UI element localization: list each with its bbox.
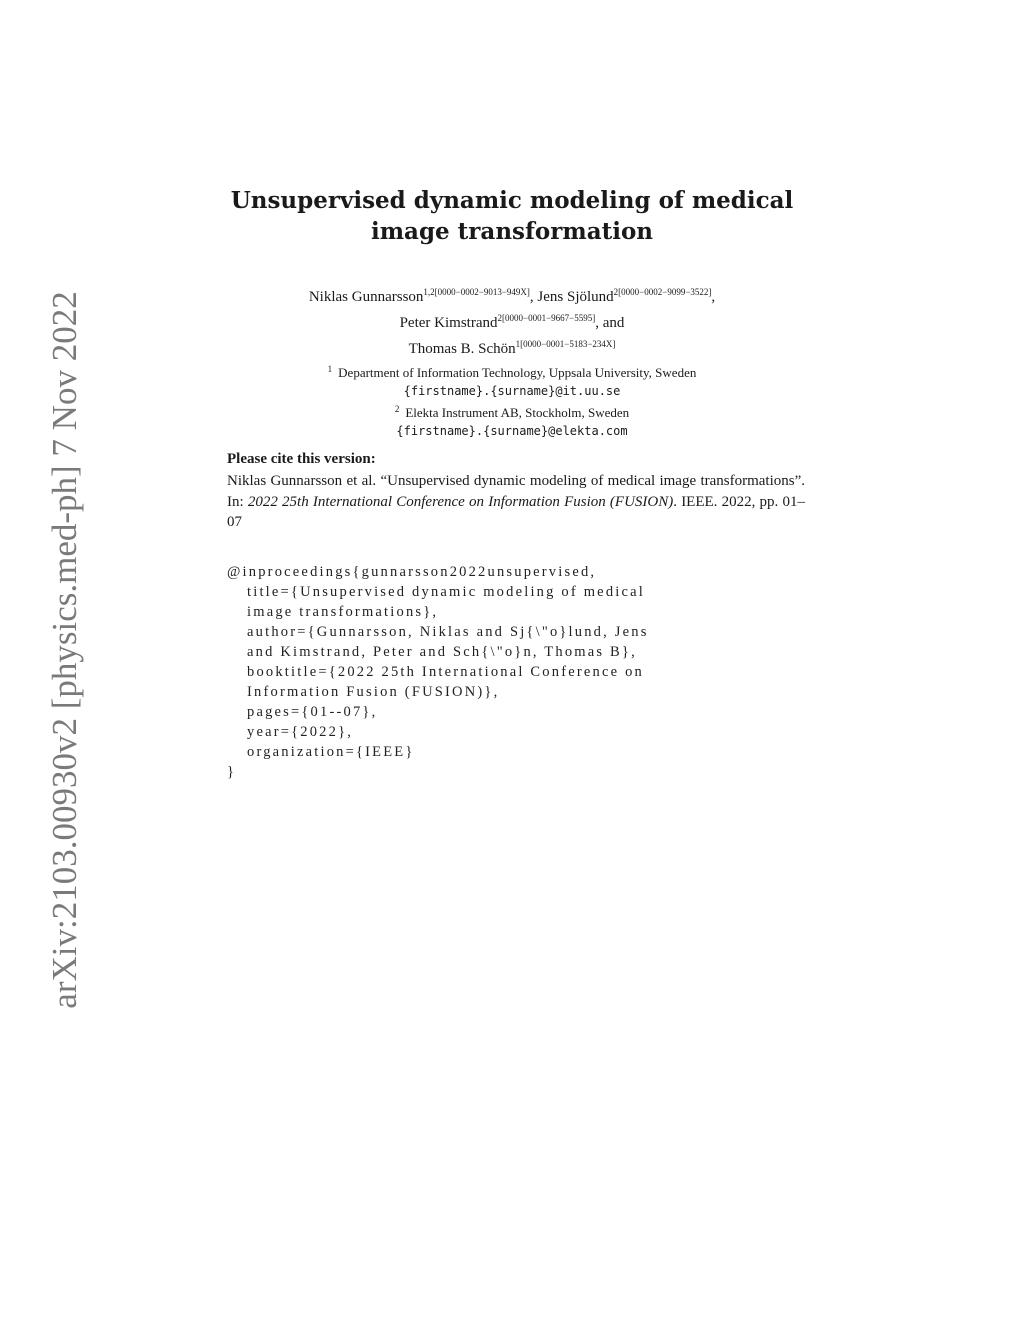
affiliation-2-email: {firstname}.{surname}@elekta.com	[396, 424, 628, 438]
bibtex-line: title={Unsupervised dynamic modeling of medical	[247, 584, 645, 600]
author-list	[0, 282, 1024, 360]
bibtex-line: author={Gunnarsson, Niklas and Sj{\"o}lund, Jens	[247, 624, 649, 640]
citation-venue: 2022 25th International Conference on Information Fusion (FUSION)	[247, 493, 674, 510]
affiliation-number: 1	[327, 364, 333, 374]
bibtex-line: @inproceedings{gunnarsson2022unsupervised,	[227, 564, 597, 580]
author-name: Niklas Gunnarsson	[308, 289, 424, 305]
title-line-2: image transformation	[370, 218, 654, 245]
bibtex-line: pages={01--07},	[247, 704, 378, 720]
affiliation-1	[0, 360, 1024, 382]
author-name: Peter Kimstrand	[399, 315, 498, 331]
author-orcid: 1,2[0000−0002−9013−949X]	[423, 287, 530, 297]
bibtex-line: and Kimstrand, Peter and Sch{\"o}n, Thomas B},	[247, 644, 637, 660]
citation-text-after: . IEEE. 2022, pp. 01–07	[227, 493, 805, 530]
author-line-2	[0, 308, 1024, 334]
author-separator: , and	[595, 315, 625, 331]
bibtex-block	[227, 562, 649, 782]
affiliations	[0, 360, 1024, 440]
author-separator: ,	[711, 289, 716, 305]
affiliation-1-email: {firstname}.{surname}@it.uu.se	[403, 384, 621, 398]
affiliation-number: 2	[394, 404, 400, 414]
author-name: , Jens Sjölund	[529, 289, 614, 305]
title-line-1: Unsupervised dynamic modeling of medical	[230, 187, 794, 214]
citation-text-before: Niklas Gunnarsson et al. “Unsupervised dynamic modeling of medical image transformations”. In:	[227, 473, 805, 510]
bibtex-line: image transformations},	[247, 604, 439, 620]
paper-title	[0, 185, 1024, 247]
bibtex-line: Information Fusion (FUSION)},	[247, 684, 500, 700]
bibtex-line: }	[227, 764, 237, 780]
author-orcid: 2[0000−0001−9667−5595]	[497, 313, 596, 323]
author-orcid: 1[0000−0001−5183−234X]	[515, 339, 616, 349]
affiliation-text: Department of Information Technology, Uppsala University, Sweden	[338, 365, 697, 380]
author-line-1	[0, 282, 1024, 308]
citation-text	[227, 471, 805, 533]
bibtex-line: booktitle={2022 25th International Conference on	[247, 664, 644, 680]
affiliation-2	[0, 400, 1024, 422]
arxiv-stamp: arXiv:2103.00930v2 [physics.med-ph] 7 Nov 2022	[45, 291, 84, 1009]
author-name: Thomas B. Schön	[408, 341, 516, 357]
author-line-3	[0, 334, 1024, 360]
affiliation-text: Elekta Instrument AB, Stockholm, Sweden	[405, 405, 630, 420]
bibtex-line: year={2022},	[247, 724, 354, 740]
citation-heading: Please cite this version:	[227, 451, 376, 467]
author-orcid: 2[0000−0002−9099−3522]	[613, 287, 712, 297]
bibtex-line: organization={IEEE}	[247, 744, 415, 760]
